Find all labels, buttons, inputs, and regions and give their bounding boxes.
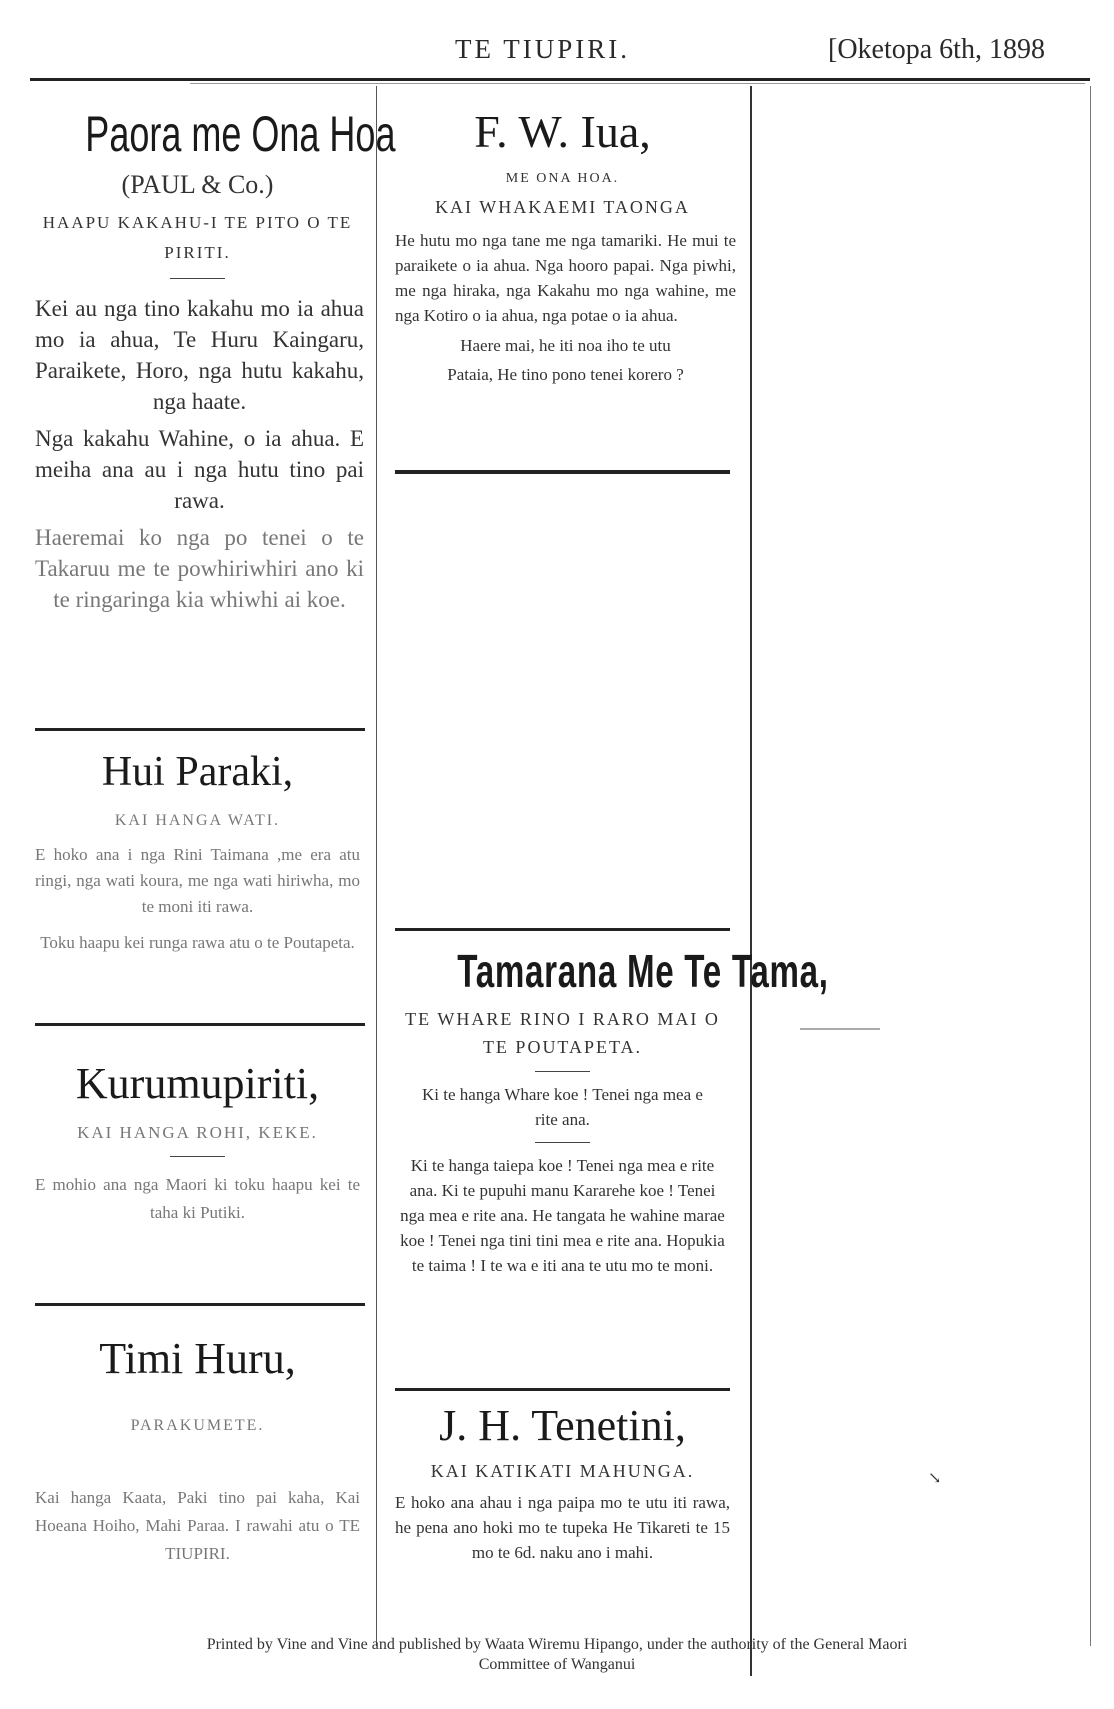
ad-text: E mohio ana nga Maori ki toku haapu kei te taha ki Putiki. xyxy=(35,1175,360,1222)
divider-dash xyxy=(535,1071,590,1072)
ad-text: Ki te hanga Whare koe ! Tenei nga mea e rite ana. xyxy=(422,1085,703,1129)
header-rule-thin xyxy=(190,83,1085,84)
ad-text: He hutu mo nga tane me nga tamariki. He mui te paraikete o ia ahua. Nga hooro papai. Nga piwhi, me nga hiraka, nga Kakahu mo nga wahine, me nga Kotiro o ia ahua, nga potae o ia ahua. xyxy=(395,231,736,325)
newspaper-title: TE TIUPIRI. xyxy=(455,34,630,64)
ad-text: Nga kakahu Wahine, o ia ahua. E meiha ana au i nga hutu tino pai rawa. xyxy=(35,426,364,513)
ad-heading: Timi Huru, xyxy=(99,1334,296,1383)
ad-paora xyxy=(25,106,396,615)
issue-date: [Oketopa 6th, 1898 xyxy=(828,34,1045,65)
ad-text: Kei au nga tino kakahu mo ia ahua mo ia ahua, Te Huru Kaingaru, Paraikete, Horo, nga hutu kakahu, nga haate. xyxy=(35,296,364,414)
ad-text: Haere mai, he iti noa iho te utu xyxy=(460,336,671,355)
imprint-line: Committee of Wanganui xyxy=(478,1656,636,1673)
ad-heading: Hui Paraki, xyxy=(101,749,294,795)
divider-dash xyxy=(170,278,225,279)
column-divider xyxy=(750,86,752,1676)
ad-heading: Kurumupiriti, xyxy=(75,1059,320,1108)
stray-mark: ↘ xyxy=(928,1470,942,1487)
page-edge-line xyxy=(1090,86,1091,1646)
divider-dash xyxy=(170,1156,225,1157)
header-rule xyxy=(30,78,1090,81)
section-rule xyxy=(35,1023,365,1026)
section-rule xyxy=(395,928,730,931)
ad-text: Toku haapu kei runga rawa atu o te Poutapeta. xyxy=(40,933,355,952)
ad-heading: Paora me Ona Hoa xyxy=(85,106,396,162)
ad-caps-line: PARAKUMETE. xyxy=(130,1417,265,1434)
ad-heading: F. W. Iua, xyxy=(474,106,651,157)
ad-text: E hoko ana ahau i nga paipa mo te utu iti rawa, he pena ano hoki mo te tupeka He Tikareti te 15 mo te 6d. naku ano i mahi. xyxy=(395,1493,730,1562)
imprint-line: Printed by Vine and Vine and published by Waata Wiremu Hipango, under the authority of the General Maori xyxy=(206,1636,908,1653)
ad-timi xyxy=(25,1335,370,1568)
ad-tamarana xyxy=(385,945,829,1278)
ad-caps-line: KAI WHAKAEMI TAONGA xyxy=(435,197,690,217)
ad-caps-line: KAI HANGA ROHI, KEKE. xyxy=(77,1123,318,1142)
ad-heading: Tamarana Me Te Tama, xyxy=(457,945,829,997)
ad-subheading: (PAUL & Co.) xyxy=(121,170,274,199)
ad-text: Haeremai ko nga po tenei o te Takaruu me te powhiriwhiri ano ki te ringaringa kia whiwhi ai koe. xyxy=(35,525,364,612)
ad-caps-line: KAI KATIKATI MAHUNGA. xyxy=(430,1461,695,1481)
ad-tenetini xyxy=(385,1402,740,1565)
ad-subheading: ME ONA HOA. xyxy=(505,171,620,186)
column-divider xyxy=(376,86,377,1646)
ad-text: Kai hanga Kaata, Paki tino pai kaha, Kai Hoeana Hoiho, Mahi Paraa. I rawahi atu o TE TIUPIRI. xyxy=(35,1488,360,1563)
ad-text: Ki te hanga taiepa koe ! Tenei nga mea e rite ana. Ki te pupuhi manu Kararehe koe ! Tenei nga mea e rite ana. He tangata he wahine marae koe ! Tenei nga tini tini mea e rite ana. Hopukia te taima ! I te wa e iti ana te utu mo te moni. xyxy=(400,1156,725,1275)
section-rule xyxy=(35,728,365,731)
divider-dash xyxy=(535,1142,590,1143)
ad-heading: J. H. Tenetini, xyxy=(439,1401,686,1450)
ad-kurumu xyxy=(25,1060,370,1227)
ad-caps-line: TE WHARE RINO I RARO MAI O TE POUTAPETA. xyxy=(405,1009,720,1057)
ad-hui xyxy=(25,748,370,956)
ad-caps-line: KAI HANGA WATI. xyxy=(114,812,281,829)
print-speck xyxy=(800,1028,880,1030)
section-rule xyxy=(35,1303,365,1306)
section-rule xyxy=(395,470,730,474)
ad-iua xyxy=(385,108,740,386)
section-rule xyxy=(395,1388,730,1391)
ad-text: Pataia, He tino pono tenei korero ? xyxy=(447,365,684,384)
ad-text: E hoko ana i nga Rini Taimana ,me era atu ringi, nga wati koura, me nga wati hiriwha, mo te moni iti rawa. xyxy=(35,845,360,916)
masthead xyxy=(0,28,1114,68)
ad-caps-line: HAAPU KAKAHU-I TE PITO O TE PIRITI. xyxy=(42,213,353,262)
imprint-footer xyxy=(0,1635,1114,1675)
